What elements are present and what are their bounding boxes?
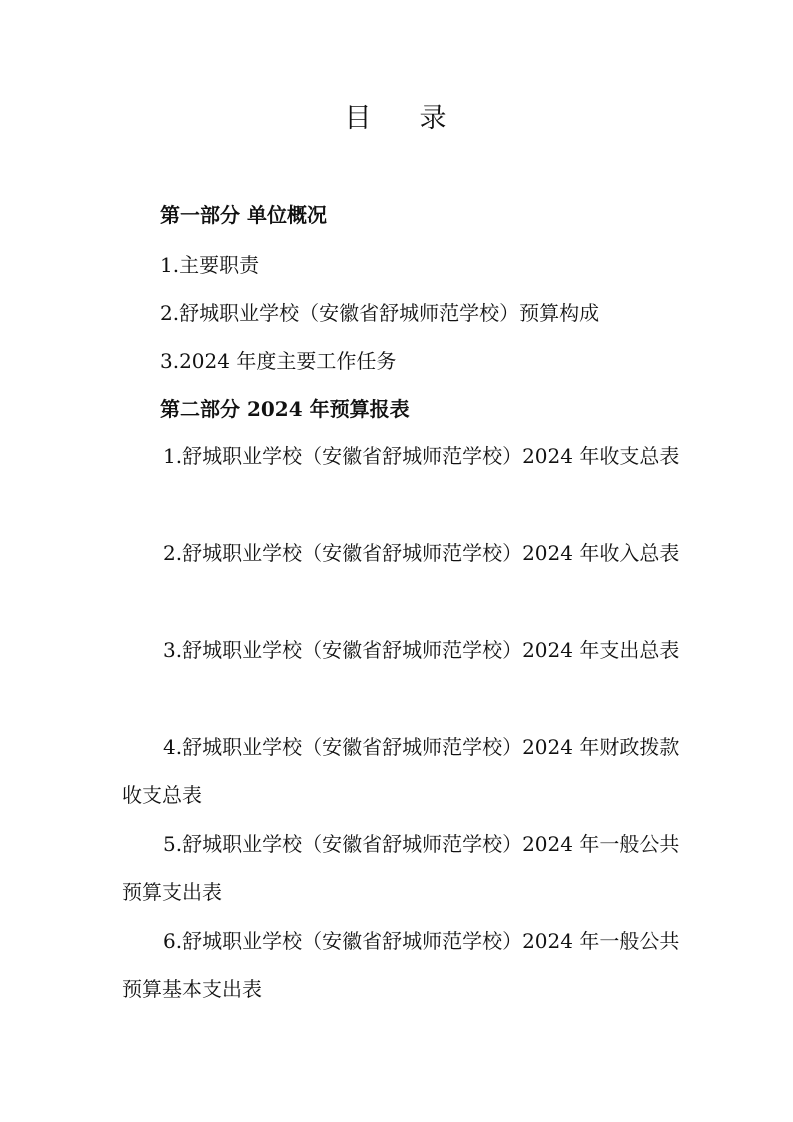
title-char-1: 目: [344, 103, 374, 134]
toc-item[interactable]: 2.舒城职业学校（安徽省舒城师范学校）2024 年收入总表: [163, 541, 680, 565]
toc-item[interactable]: 1.舒城职业学校（安徽省舒城师范学校）2024 年收支总表: [163, 444, 680, 468]
toc-item[interactable]: 3.2024 年度主要工作任务: [160, 349, 397, 373]
toc-item[interactable]: 3.舒城职业学校（安徽省舒城师范学校）2024 年支出总表: [163, 638, 680, 662]
toc-item[interactable]: 5.舒城职业学校（安徽省舒城师范学校）2024 年一般公共预算支出表: [122, 832, 680, 904]
page-title: [0, 96, 793, 135]
title-char-2: 录: [419, 103, 449, 134]
toc-item[interactable]: 6.舒城职业学校（安徽省舒城师范学校）2024 年一般公共预算基本支出表: [122, 929, 680, 1001]
part-2-heading: 第二部分 2024 年预算报表: [160, 397, 410, 421]
part-1-heading: 第一部分 单位概况: [160, 203, 327, 227]
toc-item[interactable]: 1.主要职责: [160, 253, 260, 277]
toc-item[interactable]: 2.舒城职业学校（安徽省舒城师范学校）预算构成: [160, 301, 600, 325]
toc-item[interactable]: 4.舒城职业学校（安徽省舒城师范学校）2024 年财政拨款收支总表: [122, 735, 680, 807]
